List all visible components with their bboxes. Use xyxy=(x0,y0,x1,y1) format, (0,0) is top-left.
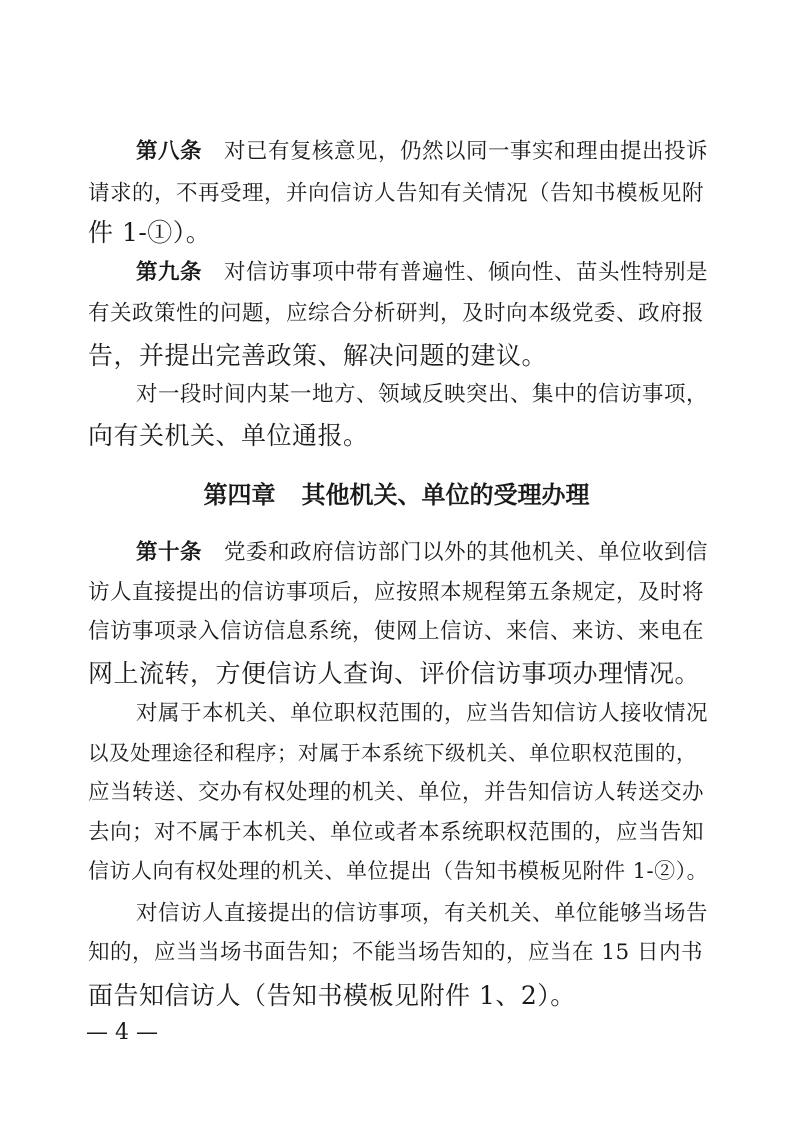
article-9-para-2-line-1: 对一段时间内某一地方、领域反映突出、集中的信访事项， xyxy=(136,382,709,407)
article-10-para-2-line-2: 以及处理途径和程序；对属于本系统下级机关、单位职权范围的， xyxy=(88,741,697,765)
article-10-para-2-line-5: 信访人向有权处理的机关、单位提出（告知书模板见附件 1-②）。 xyxy=(88,859,709,883)
article-10-first-line xyxy=(136,542,708,564)
article-9-first-line xyxy=(136,262,708,284)
article-10-text: 党委和政府信访部门以外的其他机关、单位收到信 xyxy=(224,540,709,565)
article-9-label: 第九条 xyxy=(136,260,203,285)
page-number: — 4 — xyxy=(86,1020,158,1045)
chapter-heading xyxy=(0,483,793,507)
article-8-text: 对已有复核意见，仍然以同一事实和理由提出投诉 xyxy=(224,139,709,164)
article-8-line-3: 件 1-①）。 xyxy=(88,218,212,247)
article-10-label: 第十条 xyxy=(136,540,203,565)
article-10-line-2: 访人直接提出的信访事项后，应按照本规程第五条规定，及时将 xyxy=(88,580,705,605)
article-10-line-4: 网上流转，方便信访人查询、评价信访事项办理情况。 xyxy=(88,659,701,688)
article-8-label: 第八条 xyxy=(136,139,203,164)
article-9-line-2: 有关政策性的问题，应综合分析研判，及时向本级党委、政府报 xyxy=(88,301,705,326)
chapter-number: 第四章 xyxy=(203,481,276,509)
article-10-para-2-line-3: 应当转送、交办有权处理的机关、单位，并告知信访人转送交办 xyxy=(88,780,705,805)
article-10-para-2-line-1: 对属于本机关、单位职权范围的，应当告知信访人接收情况 xyxy=(136,701,709,726)
article-9-text: 对信访事项中带有普遍性、倾向性、苗头性特别是 xyxy=(224,260,709,285)
article-8-first-line xyxy=(136,141,708,163)
article-9-line-3: 告，并提出完善政策、解决问题的建议。 xyxy=(88,341,548,370)
article-9-para-2-line-2: 向有关机关、单位通报。 xyxy=(88,421,369,450)
article-10-para-3-line-1: 对信访人直接提出的信访事项，有关机关、单位能够当场告 xyxy=(136,901,709,926)
article-8-line-2: 请求的，不再受理，并向信访人告知有关情况（告知书模板见附 xyxy=(88,181,705,206)
article-10-para-2-line-4: 去向；对不属于本机关、单位或者本系统职权范围的，应当告知 xyxy=(88,820,705,845)
article-10-line-3: 信访事项录入信访信息系统，使网上信访、来信、来访、来电在 xyxy=(88,619,705,644)
chapter-title: 其他机关、单位的受理办理 xyxy=(301,481,590,509)
article-10-para-3-line-2: 知的，应当当场书面告知；不能当场告知的，应当在 15 日内书 xyxy=(88,940,704,965)
article-10-para-3-line-3: 面告知信访人（告知书模板见附件 1、2）。 xyxy=(88,981,576,1010)
